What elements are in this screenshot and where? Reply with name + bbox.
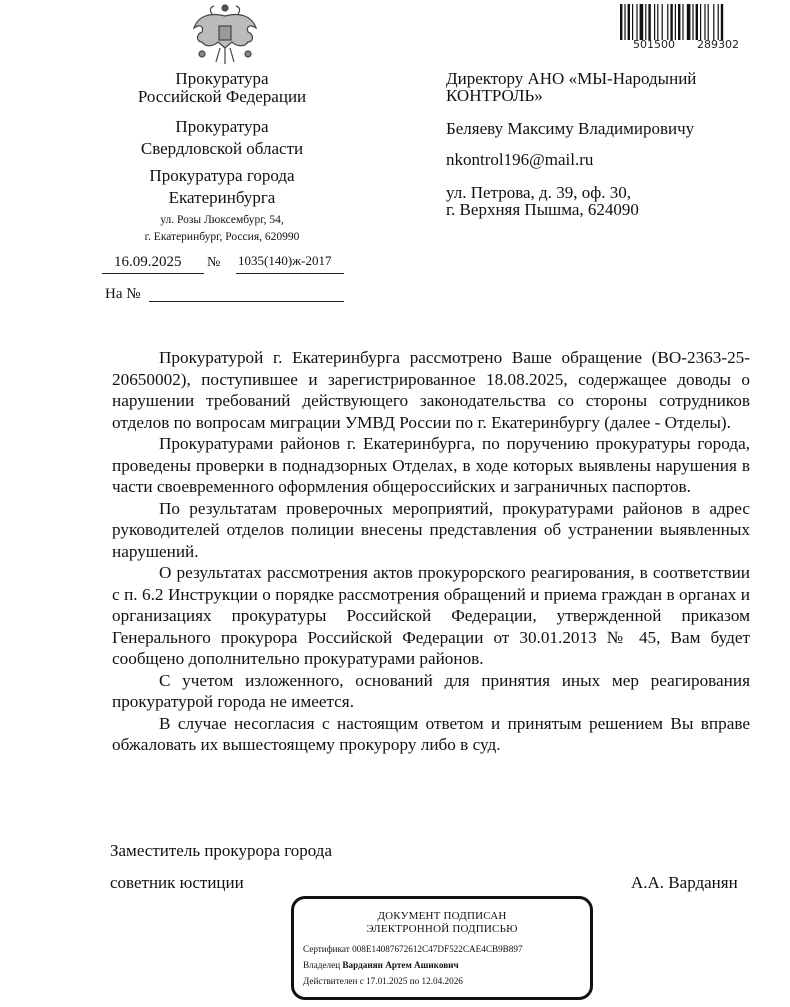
sender-region-line2: Свердловской области: [140, 139, 304, 158]
stamp-certificate: [294, 941, 590, 957]
recipient-address-line2: г. Верхняя Пышма, 624090: [446, 200, 639, 219]
owner-value: Варданян Артем Ашикович: [342, 960, 459, 970]
recipient-address-line1: ул. Петрова, д. 39, оф. 30,: [446, 183, 631, 202]
number-sign: №: [207, 255, 221, 270]
signatory-position: Заместитель прокурора города: [110, 841, 332, 860]
recipient-address: [446, 184, 639, 218]
sender-org-line1: Прокуратура: [175, 69, 269, 88]
valid-from: 17.01.2025: [366, 976, 408, 986]
stamp-validity: [294, 973, 590, 989]
body-paragraph: Прокуратурой г. Екатеринбурга рассмотрено Ваше обращение (ВО-2363-25-20650002), поступившее и зарегистрированное 18.08.2025, содержащее доводы о нарушении требований действующего законодательства со стороны сотрудников отделов по вопросам миграции УМВД России по г. Екатеринбургу (далее - Отделы).: [112, 348, 750, 432]
electronic-signature-stamp: [291, 896, 593, 1000]
valid-to-label: по: [409, 976, 420, 986]
body-paragraph: Прокуратурами районов г. Екатеринбурга, по поручению прокуратуры города, проведены проверки в поднадзорных Отделах, в ходе которых выявлены нарушения в части своевременного оформления общероссийских и заграничных паспортов.: [112, 434, 750, 496]
recipient-name: Беляеву Максиму Владимировичу: [446, 119, 695, 138]
sender-city-line1: Прокуратура города: [149, 166, 295, 185]
sender-org: [102, 70, 342, 106]
sender-city: [102, 165, 342, 209]
reference-label: На №: [105, 286, 141, 302]
body-paragraph: О результатах рассмотрения актов прокурорского реагирования, в соответствии с п. 6.2 Инструкции о порядке рассмотрения обращений и приема граждан в органах и организациях прокуратуры Российской Федерации, утвержденной приказом Генерального прокурора Российской Федерации от 30.01.2013 № 45, Вам будет сообщено дополнительно прокуратурами районов.: [112, 563, 750, 668]
signatory-rank: советник юстиции: [110, 873, 244, 892]
barcode-number-right: 289302: [697, 38, 739, 51]
barcode-image: [620, 4, 760, 40]
sender-city-line2: Екатеринбурга: [168, 188, 276, 207]
barcode-number-left: 501500: [633, 38, 675, 51]
recipient-title: [446, 70, 696, 104]
body-paragraph: В случае несогласия с настоящим ответом и принятым решением Вы вправе обжаловать их вышестоящему прокурору либо в суд.: [112, 713, 750, 754]
sender-org-line2: Российской Федерации: [137, 87, 307, 106]
stamp-title-line1: ДОКУМЕНТ ПОДПИСАН: [377, 910, 507, 922]
validity-label: Действителен с: [303, 976, 364, 986]
signatory-name: А.А. Варданян: [631, 873, 738, 892]
letter-body: [112, 347, 750, 756]
sender-region-line1: Прокуратура: [175, 117, 269, 136]
stamp-title: [294, 910, 590, 936]
sender-address-line2: г. Екатеринбург, Россия, 620990: [144, 231, 300, 243]
recipient-title-line1: Директору АНО «МЫ-Народыний: [446, 69, 697, 88]
stamp-owner: [294, 957, 590, 973]
sender-region: [102, 116, 342, 160]
body-paragraph: По результатам проверочных мероприятий, прокуратурами районов в адрес руководителей отделов полиции внесены представления об устранении выявленных нарушений.: [112, 498, 750, 561]
stamp-title-line2: ЭЛЕКТРОННОЙ ПОДПИСЬЮ: [366, 923, 518, 935]
owner-label: Владелец: [303, 960, 341, 970]
sender-address-line1: ул. Розы Люксембург, 54,: [160, 214, 284, 226]
certificate-value: 008E14087672612C47DF522CAE4CB9B897: [352, 944, 523, 954]
recipient-email: nkontrol196@mail.ru: [446, 150, 594, 169]
outgoing-date: 16.09.2025: [114, 254, 182, 270]
coat-of-arms-icon: [190, 2, 260, 68]
body-paragraph: С учетом изложенного, оснований для принятия иных мер реагирования прокуратурой города не имеется.: [112, 670, 750, 711]
sender-address: [102, 212, 342, 246]
certificate-label: Сертификат: [303, 944, 350, 954]
recipient-title-line2: КОНТРОЛЬ»: [446, 86, 543, 105]
outgoing-number: 1035(140)ж-2017: [238, 253, 332, 268]
valid-to: 12.04.2026: [421, 976, 463, 986]
